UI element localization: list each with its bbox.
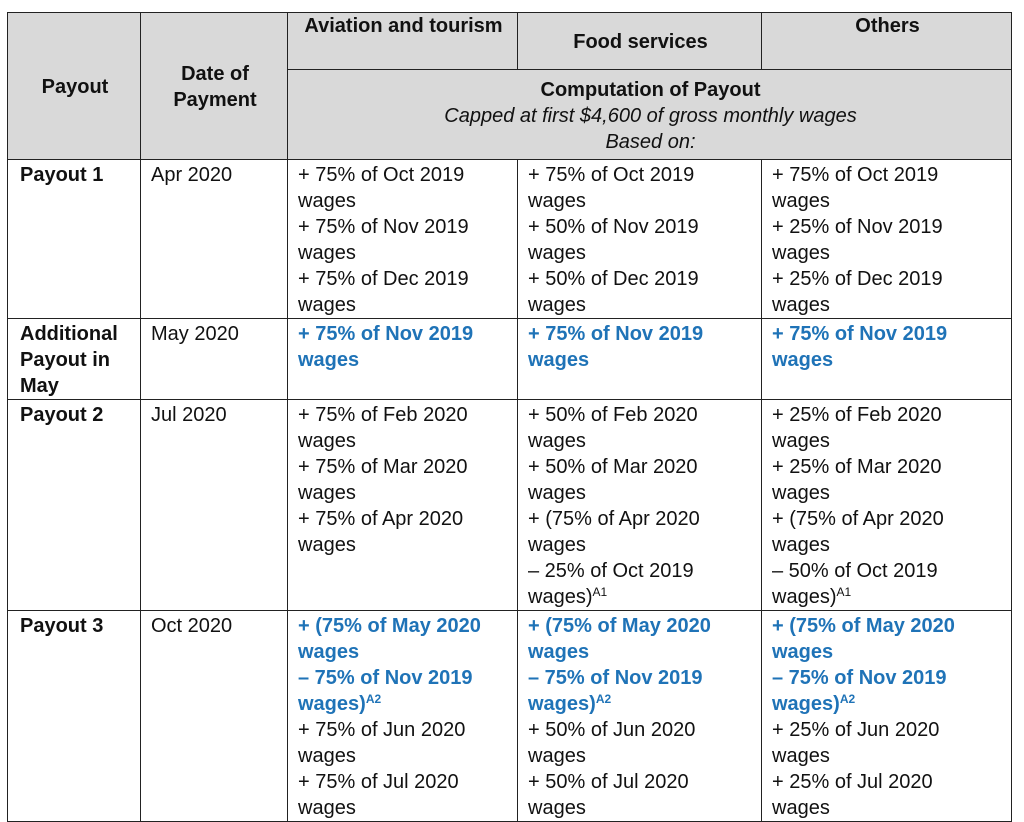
cell-line: wages bbox=[528, 242, 586, 264]
cell-line: wages bbox=[772, 534, 830, 556]
table-row bbox=[8, 400, 1012, 611]
cell-line: + 75% of Nov 2019 bbox=[772, 323, 948, 345]
computation-cap: Capped at first $4,600 of gross monthly wages bbox=[444, 104, 857, 127]
cell-text: wages) bbox=[298, 693, 366, 715]
cell-line bbox=[528, 584, 753, 610]
table-row bbox=[8, 611, 1012, 822]
cell-line: + 50% of Jul 2020 bbox=[528, 771, 689, 793]
cell-line: wages bbox=[298, 482, 356, 504]
cell-line: + 75% of Nov 2019 bbox=[528, 323, 704, 345]
cell-line: + 75% of Oct 2019 bbox=[772, 164, 939, 186]
row-label: Payout 3 bbox=[8, 611, 141, 822]
footnote-ref: A2 bbox=[365, 692, 382, 706]
cell-line: wages bbox=[528, 745, 586, 767]
cell-text: wages) bbox=[528, 693, 596, 715]
cell-line: wages bbox=[772, 482, 830, 504]
cell-text: wages) bbox=[772, 693, 840, 715]
cell-line: + (75% of Apr 2020 bbox=[772, 508, 944, 530]
cell-line: + 50% of Dec 2019 bbox=[528, 268, 699, 290]
others-header: Others bbox=[762, 13, 1012, 70]
cell-line: wages bbox=[528, 797, 586, 819]
cell-line: + (75% of May 2020 bbox=[772, 615, 955, 637]
table-row bbox=[8, 319, 1012, 400]
cell-line: + 75% of Jul 2020 bbox=[298, 771, 459, 793]
cell-line: + 50% of Feb 2020 bbox=[528, 404, 698, 426]
cell-line: wages bbox=[298, 797, 356, 819]
cell-line: wages bbox=[772, 641, 834, 663]
food-header: Food services bbox=[518, 13, 762, 70]
cell-line: wages bbox=[528, 190, 586, 212]
cell-line: + 75% of Mar 2020 bbox=[298, 456, 468, 478]
cell-line: wages bbox=[528, 482, 586, 504]
cell-line: + 25% of Dec 2019 bbox=[772, 268, 943, 290]
table-cell bbox=[762, 160, 1012, 319]
footnote-ref: A1 bbox=[592, 585, 608, 599]
table-cell bbox=[518, 319, 762, 400]
cell-line: + 25% of Mar 2020 bbox=[772, 456, 942, 478]
cell-line: wages bbox=[528, 349, 590, 371]
cell-line: + 25% of Jun 2020 bbox=[772, 719, 940, 741]
cell-line: + 25% of Feb 2020 bbox=[772, 404, 942, 426]
footnote-ref: A2 bbox=[839, 692, 856, 706]
cell-line: wages bbox=[298, 294, 356, 316]
cell-line: + 75% of Nov 2019 bbox=[298, 216, 469, 238]
table-cell bbox=[518, 160, 762, 319]
footnote-ref: A1 bbox=[836, 585, 852, 599]
table-cell bbox=[288, 400, 518, 611]
cell-line: wages bbox=[772, 349, 834, 371]
cell-line: + 50% of Mar 2020 bbox=[528, 456, 698, 478]
cell-line bbox=[298, 691, 509, 717]
cell-line: + 75% of Apr 2020 bbox=[298, 508, 464, 530]
cell-line: wages bbox=[772, 745, 830, 767]
cell-line: + 75% of Jun 2020 bbox=[298, 719, 466, 741]
cell-line: – 75% of Nov 2019 bbox=[772, 667, 947, 689]
cell-line: – 25% of Oct 2019 bbox=[528, 560, 694, 582]
cell-line: wages bbox=[298, 190, 356, 212]
cell-line bbox=[772, 584, 1003, 610]
table-cell bbox=[762, 319, 1012, 400]
cell-line: + (75% of May 2020 bbox=[528, 615, 711, 637]
cell-line: + 75% of Dec 2019 bbox=[298, 268, 469, 290]
cell-line: wages bbox=[772, 294, 830, 316]
cell-line: + 75% of Oct 2019 bbox=[528, 164, 695, 186]
cell-line: + 25% of Jul 2020 bbox=[772, 771, 933, 793]
table-cell bbox=[518, 611, 762, 822]
cell-line: + 75% of Oct 2019 bbox=[298, 164, 465, 186]
cell-line: + 75% of Feb 2020 bbox=[298, 404, 468, 426]
cell-text: wages) bbox=[528, 586, 593, 608]
row-label: Payout 1 bbox=[8, 160, 141, 319]
header-row bbox=[8, 13, 1012, 70]
cell-line bbox=[772, 691, 1003, 717]
cell-line bbox=[528, 691, 753, 717]
table-cell bbox=[288, 611, 518, 822]
table-cell bbox=[288, 160, 518, 319]
table-cell bbox=[762, 611, 1012, 822]
footnote-ref: A2 bbox=[595, 692, 612, 706]
cell-line: wages bbox=[772, 242, 830, 264]
cell-line: wages bbox=[298, 534, 356, 556]
cell-line: + 50% of Jun 2020 bbox=[528, 719, 696, 741]
cell-text: wages) bbox=[772, 586, 837, 608]
cell-line: wages bbox=[298, 242, 356, 264]
cell-line: + 75% of Nov 2019 bbox=[298, 323, 474, 345]
row-label: Additional Payout in May bbox=[8, 319, 141, 400]
cell-line: + (75% of May 2020 bbox=[298, 615, 481, 637]
row-date: Jul 2020 bbox=[141, 400, 288, 611]
cell-line: – 50% of Oct 2019 bbox=[772, 560, 938, 582]
row-date: Oct 2020 bbox=[141, 611, 288, 822]
cell-line: wages bbox=[772, 797, 830, 819]
cell-line: wages bbox=[528, 534, 586, 556]
row-date: Apr 2020 bbox=[141, 160, 288, 319]
payout-header: Payout bbox=[8, 13, 141, 160]
cell-line: wages bbox=[772, 430, 830, 452]
cell-line: wages bbox=[298, 430, 356, 452]
table-row bbox=[8, 160, 1012, 319]
cell-line: – 75% of Nov 2019 bbox=[298, 667, 473, 689]
computation-title: Computation of Payout bbox=[540, 78, 761, 101]
table-cell bbox=[762, 400, 1012, 611]
cell-line: wages bbox=[298, 641, 360, 663]
table-cell bbox=[288, 319, 518, 400]
cell-line: wages bbox=[528, 294, 586, 316]
table-cell bbox=[518, 400, 762, 611]
cell-line: wages bbox=[298, 349, 360, 371]
row-date: May 2020 bbox=[141, 319, 288, 400]
cell-line: + (75% of Apr 2020 bbox=[528, 508, 700, 530]
date-header: Date of Payment bbox=[141, 13, 288, 160]
computation-based: Based on: bbox=[605, 130, 696, 153]
cell-line: wages bbox=[298, 745, 356, 767]
cell-line: wages bbox=[528, 430, 586, 452]
computation-header bbox=[288, 70, 1012, 160]
cell-line: – 75% of Nov 2019 bbox=[528, 667, 703, 689]
cell-line: + 50% of Nov 2019 bbox=[528, 216, 699, 238]
payout-table bbox=[7, 12, 1012, 822]
cell-line: + 25% of Nov 2019 bbox=[772, 216, 943, 238]
cell-line: wages bbox=[772, 190, 830, 212]
cell-line: wages bbox=[528, 641, 590, 663]
aviation-header: Aviation and tourism bbox=[288, 13, 518, 70]
row-label: Payout 2 bbox=[8, 400, 141, 611]
